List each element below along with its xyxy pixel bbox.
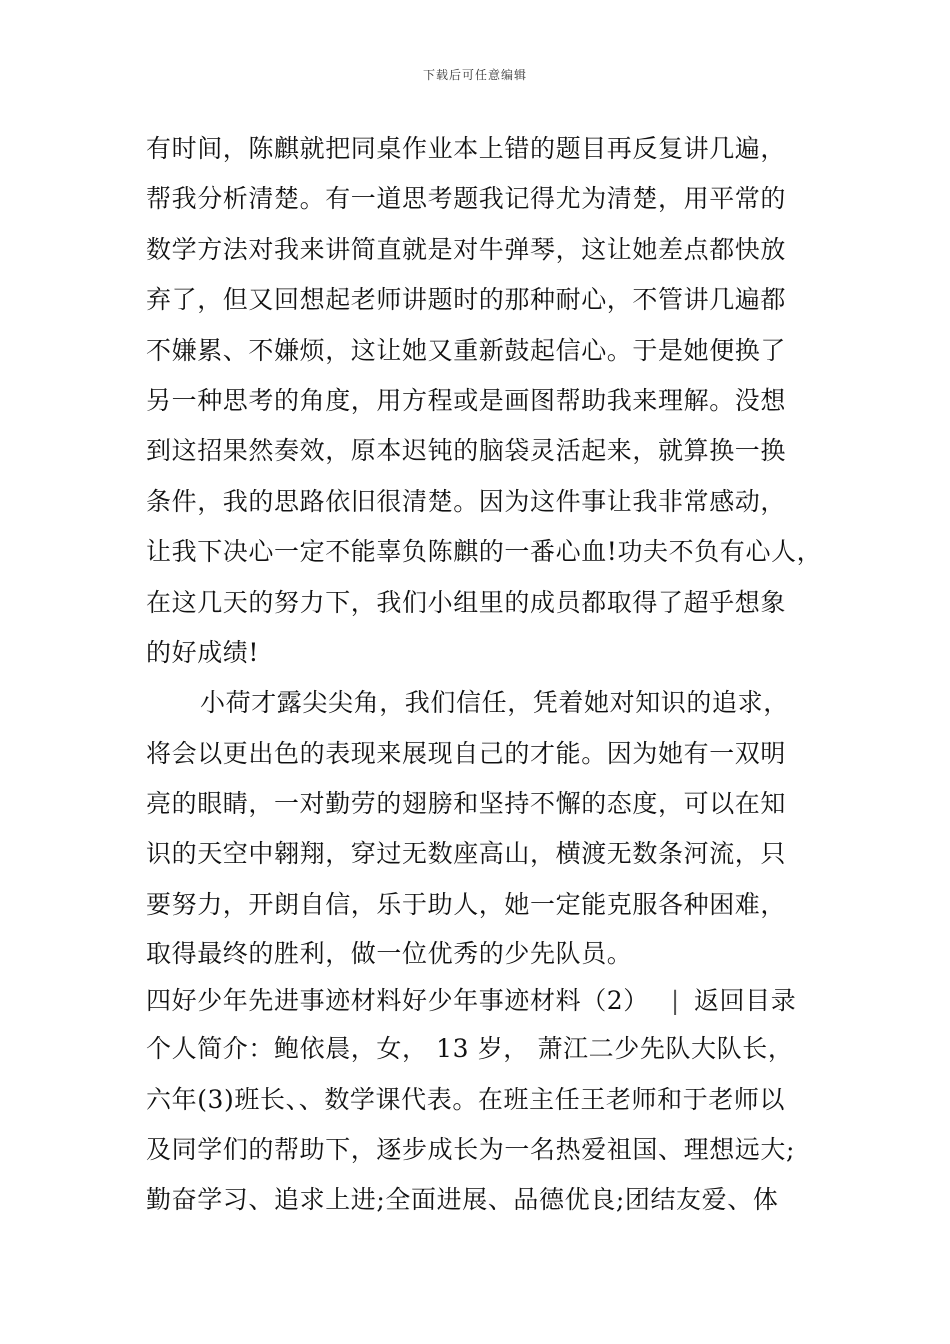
section-heading <box>146 977 816 1024</box>
text-line: 小荷才露尖尖角，我们信任，凭着她对知识的追求， <box>200 688 789 718</box>
text-line: 取得最终的胜利，做一位优秀的少先队员。 <box>146 939 633 969</box>
paragraph-3 <box>146 1024 816 1226</box>
section-title: 四好少年先进事迹材料好少年事迹材料（2） <box>146 986 649 1016</box>
text-line: 六年(3)班长、、数学课代表。在班主任王老师和于老师以 <box>146 1084 786 1114</box>
text-line: 让我下决心一定不能辜负陈麒的一番心血!功夫不负有心人， <box>146 537 823 567</box>
text-line: 到这招果然奏效，原本迟钝的脑袋灵活起来，就算换一换 <box>146 436 787 466</box>
text-line: 要努力，开朗自信，乐于助人，她一定能克服各种困难， <box>146 889 787 919</box>
heading-separator: | <box>670 986 680 1016</box>
text-line: 帮我分析清楚。有一道思考题我记得尤为清楚，用平常的 <box>146 184 787 214</box>
text-line: 弃了，但又回想起老师讲题时的那种耐心，不管讲几遍都 <box>146 285 787 315</box>
text-line: 及同学们的帮助下，逐步成长为一名热爱祖国、理想远大; <box>146 1135 796 1165</box>
text-line: 不嫌累、不嫌烦，这让她又重新鼓起信心。于是她便换了 <box>146 335 787 365</box>
text-line: 勤奋学习、追求上进;全面进展、品德优良;团结友爱、体 <box>146 1185 779 1215</box>
paragraph-2 <box>146 678 816 977</box>
paragraph-1 <box>146 124 823 678</box>
text-line: 另一种思考的角度，用方程或是画图帮助我来理解。没想 <box>146 385 787 415</box>
back-to-toc-link[interactable]: 返回目录 <box>693 986 797 1016</box>
text-line: 在这几天的努力下，我们小组里的成员都取得了超乎想象 <box>146 587 787 617</box>
text-line: 条件，我的思路依旧很清楚。因为这件事让我非常感动， <box>146 486 787 516</box>
text-line: 有时间，陈麒就把同桌作业本上错的题目再反复讲几遍， <box>146 134 787 163</box>
text-line: 识的天空中翱翔，穿过无数座高山，横渡无数条河流，只 <box>146 839 787 869</box>
text-line: 数学方法对我来讲简直就是对牛弹琴，这让她差点都快放 <box>146 234 787 264</box>
text-line: 将会以更出色的表现来展现自己的才能。因为她有一双明 <box>146 738 787 768</box>
text-line: 的好成绩! <box>146 637 260 667</box>
page-header-note: 下载后可任意编辑 <box>422 68 527 82</box>
text-line: 亮的眼睛，一对勤劳的翅膀和坚持不懈的态度，可以在知 <box>146 789 787 819</box>
text-line: 个人简介：鲍依晨，女， 13 岁， 萧江二少先队大队长， <box>146 1034 794 1064</box>
document-body <box>146 124 823 1226</box>
